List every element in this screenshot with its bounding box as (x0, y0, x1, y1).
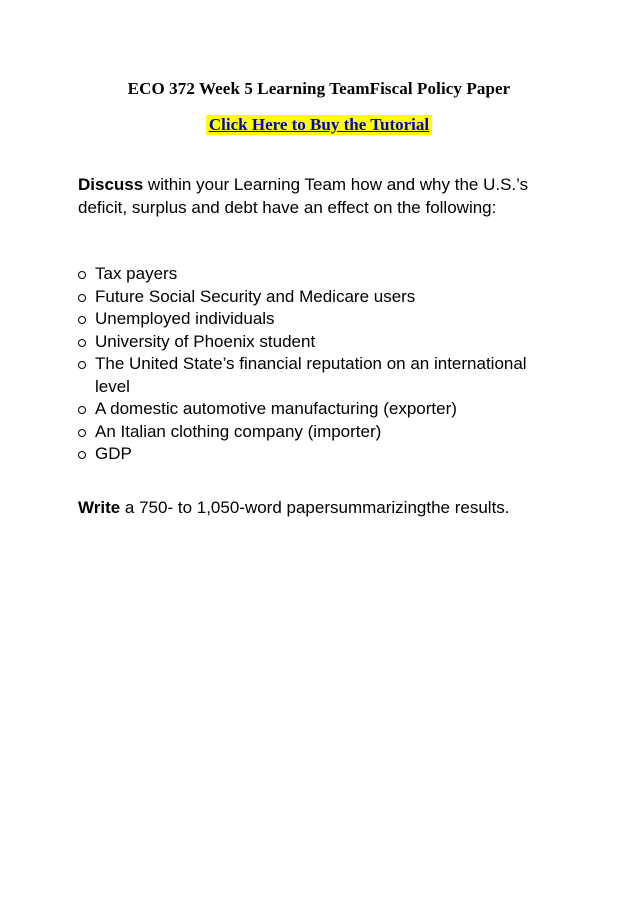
list-item-text: Unemployed individuals (95, 309, 275, 328)
list-item (78, 353, 558, 398)
list-item (78, 308, 558, 331)
document-title: ECO 372 Week 5 Learning TeamFiscal Policy Paper (127, 79, 511, 98)
list-item-text: Tax payers (95, 264, 178, 283)
bullet-circle-icon (78, 451, 86, 459)
list-item-text: An Italian clothing company (importer) (95, 421, 382, 441)
write-paragraph (78, 497, 558, 520)
bullet-circle-icon (78, 361, 86, 369)
bullet-circle-icon (78, 429, 86, 437)
list-item-text: GDP (95, 444, 132, 463)
tutorial-link-container (0, 115, 638, 136)
bullet-circle-icon (78, 294, 86, 302)
discuss-lead-word: Discuss (78, 175, 144, 194)
list-item (78, 443, 558, 466)
list-item-text: University of Phoenix student (95, 331, 316, 351)
bullet-circle-icon (78, 316, 86, 324)
bullet-circle-icon (78, 406, 86, 414)
list-item (78, 286, 558, 309)
list-item (78, 398, 558, 421)
discuss-text: within your Learning Team how and why the U.S.’s deficit, surplus and debt have an effect on the following: (78, 175, 529, 217)
bullet-circle-icon (78, 271, 86, 279)
buy-tutorial-link[interactable]: Click Here to Buy the Tutorial (206, 115, 432, 135)
list-item (78, 331, 558, 354)
write-lead-word: Write (78, 498, 121, 517)
list-item-text: A domestic automotive manufacturing (exporter) (95, 399, 457, 418)
list-item (78, 421, 558, 444)
bullet-circle-icon (78, 339, 86, 347)
discuss-paragraph (78, 174, 558, 219)
bullet-list (78, 263, 558, 466)
write-text: a 750- to 1,050-word papersummarizingthe results. (120, 498, 510, 517)
list-item-text: Future Social Security and Medicare users (95, 286, 416, 306)
list-item-text: The United State’s financial reputation on an international level (95, 354, 527, 396)
list-item (78, 263, 558, 286)
